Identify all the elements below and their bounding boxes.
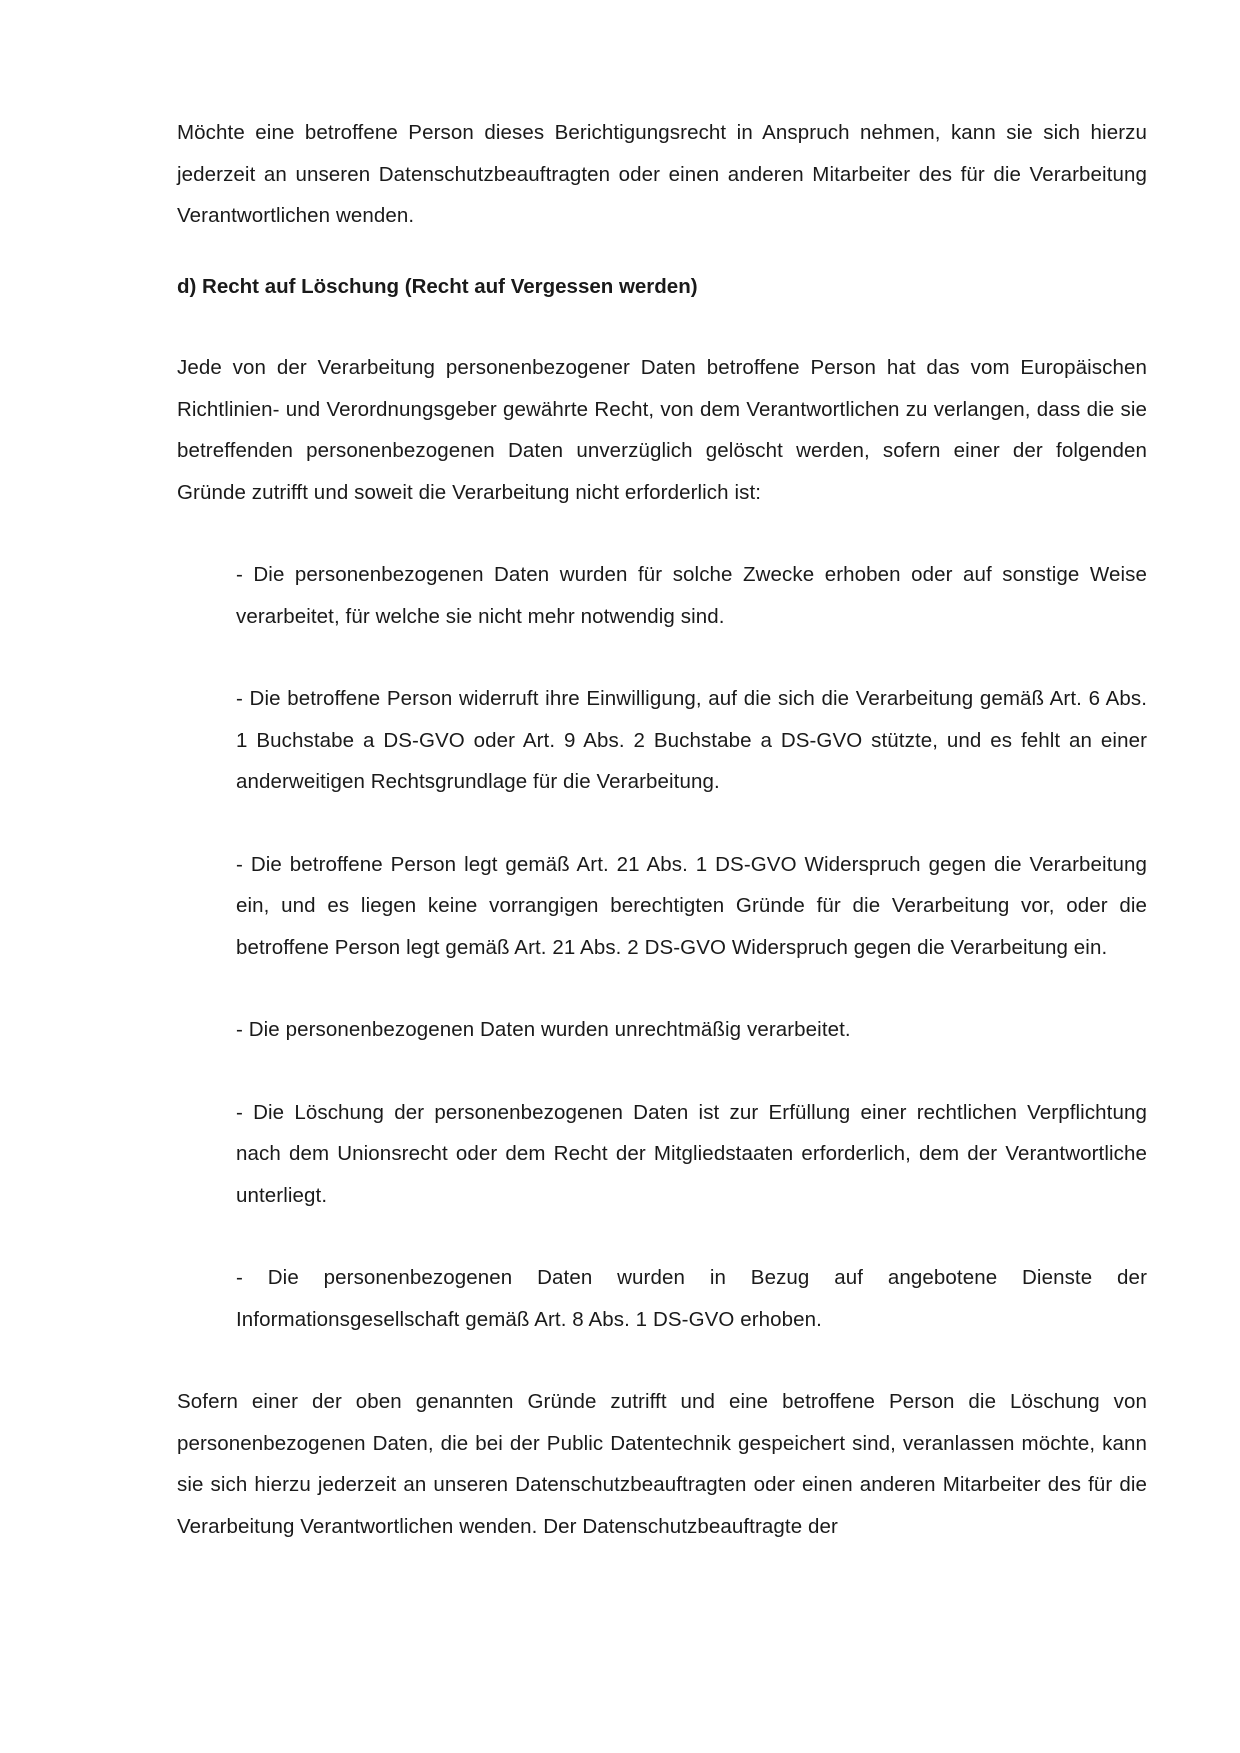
section-heading: d) Recht auf Löschung (Recht auf Vergessen werden) [177, 274, 698, 298]
list-item [236, 844, 1147, 969]
section-paragraph: Jede von der Verarbeitung personenbezogener Daten betroffene Person hat das vom Europäischen Richtlinien- und Verordnungsgeber gewährte Recht, von dem Verantwortlichen zu verlangen, dass die sie betreffenden personenbezogenen Daten unverzüglich gelöscht werden, sofern einer der folgenden Gründe zutrifft und soweit die Verarbeitung nicht erforderlich ist: [177, 356, 1147, 504]
reason-text: - Die betroffene Person widerruft ihre Einwilligung, auf die sich die Verarbeitung gemäß Art. 6 Abs. 1 Buchstabe a DS-GVO oder Art. 9 Abs. 2 Buchstabe a DS-GVO stützte, und es fehlt an einer anderweitigen Rechtsgrundlage für die Verarbeitung. [236, 687, 1147, 793]
closing-paragraph: Sofern einer der oben genannten Gründe zutrifft und eine betroffene Person die Löschung von personenbezogenen Daten, die bei der Public Datentechnik gespeichert sind, veranlassen möchte, kann sie sich hierzu jederzeit an unseren Datenschutzbeauftragten oder einen anderen Mitarbeiter des für die Verarbeitung Verantwortlichen wenden. Der Datenschutzbeauftragte der [177, 1390, 1147, 1538]
reason-text: - Die personenbezogenen Daten wurden für solche Zwecke erhoben oder auf sonstige Weise verarbeitet, für welche sie nicht mehr notwendig sind. [236, 563, 1147, 628]
document-page [177, 112, 1147, 1547]
list-item [236, 678, 1147, 803]
reason-text: - Die betroffene Person legt gemäß Art. 21 Abs. 1 DS-GVO Widerspruch gegen die Verarbeitung ein, und es liegen keine vorrangigen berechtigten Gründe für die Verarbeitung vor, oder die betroffene Person legt gemäß Art. 21 Abs. 2 DS-GVO Widerspruch gegen die Verarbeitung ein. [236, 852, 1147, 959]
intro-paragraph: Möchte eine betroffene Person dieses Berichtigungsrecht in Anspruch nehmen, kann sie sich hierzu jederzeit an unseren Datenschutzbeauftragten oder einen anderen Mitarbeiter des für die Verarbeitung Verantwortlichen wenden. [177, 121, 1147, 227]
list-item [236, 554, 1147, 637]
reasons-list [177, 554, 1147, 1340]
reason-text: - Die personenbezogenen Daten wurden unrechtmäßig verarbeitet. [236, 1018, 851, 1041]
reason-text: - Die personenbezogenen Daten wurden in Bezug auf angebotene Dienste der Informationsgesellschaft gemäß Art. 8 Abs. 1 DS-GVO erhoben. [236, 1266, 1147, 1331]
list-item [236, 1092, 1147, 1217]
reason-text: - Die Löschung der personenbezogenen Daten ist zur Erfüllung einer rechtlichen Verpflichtung nach dem Unionsrecht oder dem Recht der Mitgliedstaaten erforderlich, dem der Verantwortliche unterliegt. [236, 1100, 1147, 1207]
list-item [236, 1009, 1147, 1051]
list-item [236, 1257, 1147, 1340]
